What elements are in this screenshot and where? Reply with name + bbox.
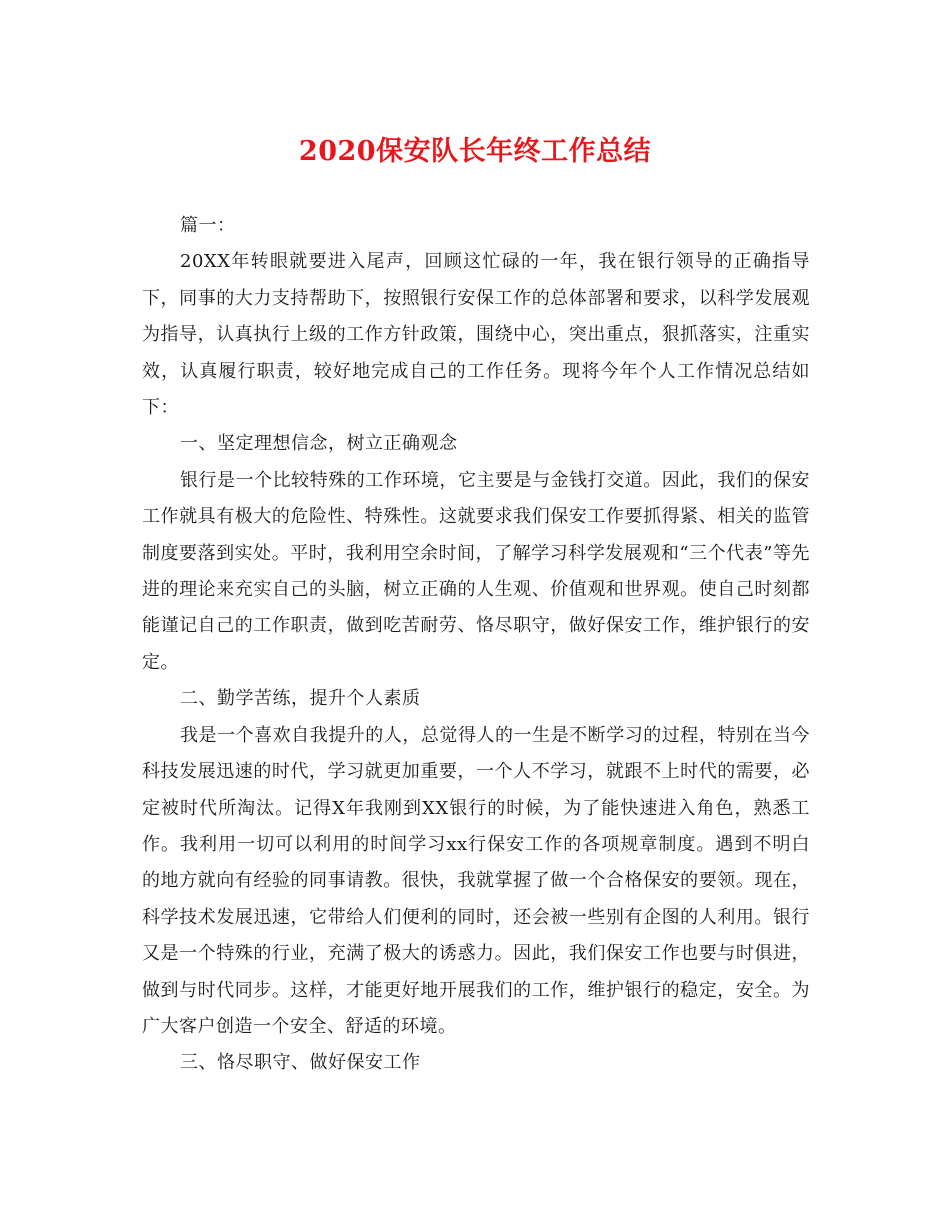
paragraph-section-2: 我是一个喜欢自我提升的人，总觉得人的一生是不断学习的过程，特别在当今科技发展迅速的时代，学习就更加重要，一个人不学习，就跟不上时代的需要，必定被时代所淘汰。记得X年我刚到XX银行的时候，为了能快速进入角色，熟悉工作。我利用一切可以利用的时间学习xx行保安工作的各项规章制度。遇到不明白的地方就向有经验的同事请教。很快，我就掌握了做一个合格保安的要领。现在，科学技术发展迅速，它带给人们便利的同时，还会被一些别有企图的人利用。银行又是一个特殊的行业，充满了极大的诱惑力。因此，我们保安工作也要与时俱进，做到与时代同步。这样，才能更好地开展我们的工作，维护银行的稳定，安全。为广大客户创造一个安全、舒适的环境。 (142, 724, 810, 1037)
document-title: 2020保安队长年终工作总结 (298, 136, 652, 167)
paragraph-section-label: 篇一： (180, 215, 236, 236)
paragraph-intro: 20XX年转眼就要进入尾声，回顾这忙碌的一年，我在银行领导的正确指导下，同事的大力支持帮助下，按照银行安保工作的总体部署和要求，以科学发展观为指导，认真执行上级的工作方针政策，围绕中心，突出重点，狠抓落实，注重实效，认真履行职责，较好地完成自己的工作任务。现将今年个人工作情况总结如下： (142, 251, 810, 419)
paragraph-section-1: 银行是一个比较特殊的工作环境，它主要是与金钱打交道。因此，我们的保安工作就具有极大的危险性、特殊性。这就要求我们保安工作要抓得紧、相关的监管制度要落到实处。平时，我利用空余时间，了解学习科学发展观和“三个代表”等先进的理论来充实自己的头脑，树立正确的人生观、价值观和世界观。使自己时刻都能谨记自己的工作职责，做到吃苦耐劳、恪尽职守，做好保安工作，维护银行的安定。 (142, 469, 810, 673)
heading-section-3: 三、恪尽职守、做好保安工作 (180, 1052, 421, 1074)
heading-section-2: 二、勤学苦练，提升个人素质 (180, 688, 421, 710)
heading-section-1: 一、坚定理想信念，树立正确观念 (180, 433, 458, 455)
document-body (142, 208, 810, 1082)
